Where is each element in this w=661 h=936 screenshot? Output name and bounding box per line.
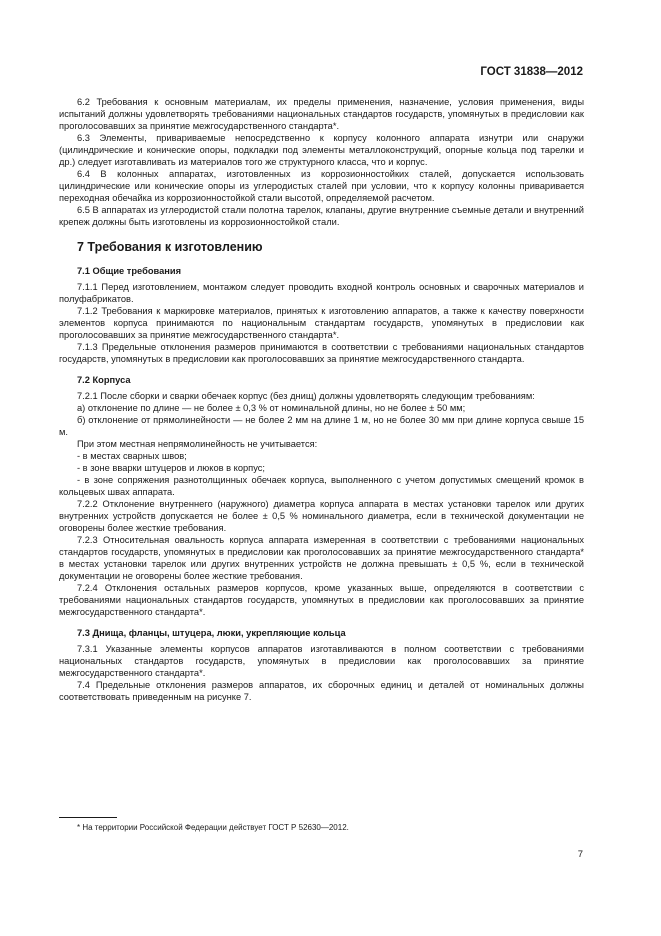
list-item-dash-2: - в зоне вварки штуцеров и люков в корпус; [77, 463, 265, 473]
list-item-dash-3: - в зоне сопряжения разнотолщинных обечаек корпуса, выполненного с учетом допустимых смещений кромок в кольцевых швах аппарата. [59, 475, 584, 497]
list-item-dash-1: - в местах сварных швов; [77, 451, 187, 461]
paragraph-7-1-3: 7.1.3 Предельные отклонения размеров принимаются в соответствии с требованиями национальных стандартов государств, упомянутых в предисловии как проголосовавших за принятие межгосударственного стандарта. [59, 342, 584, 364]
paragraph-6-5: 6.5 В аппаратах из углеродистой стали полотна тарелок, клапаны, другие внутренние съемные детали и внутренний крепеж должны быть изготовлены из коррозионностойкой стали. [59, 205, 584, 227]
footnote: * На территории Российской Федерации действует ГОСТ Р 52630—2012. [77, 823, 349, 832]
paragraph-7-2-2: 7.2.2 Отклонение внутреннего (наружного) диаметра корпуса аппарата в местах установки тарелок или других внутренних устройств допускается не более ± 0,5 % номинального диаметра, если в технической документации не оговорены более жесткие требования. [59, 499, 584, 533]
page-number: 7 [577, 849, 583, 860]
subsection-7-2-heading: 7.2 Корпуса [77, 375, 131, 385]
paragraph-6-3: 6.3 Элементы, привариваемые непосредственно к корпусу колонного аппарата изнутри или снаружи (цилиндрические и конические опоры, подкладки под элементы металлоконструкций, опорные кольца под тарелки и др.) следует изготавливать из материалов того же структурного класса, что и корпус. [59, 133, 584, 167]
paragraph-7-2-3: 7.2.3 Относительная овальность корпуса аппарата измеренная в соответствии с требованиями национальных стандартов государств, упомянутых в предисловии как проголосовавших за принятие межгосударственного стандарта* в местах установки тарелок или других внутренних устройств не должна превышать ± 0,5 %, если в технической документации не оговорены более жесткие требования. [59, 535, 584, 581]
footnote-divider [59, 817, 117, 818]
paragraph-6-2: 6.2 Требования к основным материалам, их пределы применения, назначение, условия применения, виды испытаний должны удовлетворять требованиями национальных стандартов государств, упомянутых в предисловии как проголосовавших за принятие межгосударственного стандарта*. [59, 97, 584, 131]
paragraph-7-2-1: 7.2.1 После сборки и сварки обечаек корпус (без днищ) должны удовлетворять следующим требованиям: [77, 391, 535, 401]
paragraph-7-4: 7.4 Предельные отклонения размеров аппаратов, их сборочных единиц и деталей от номинальных должны соответствовать приведенным на рисунке 7. [59, 680, 584, 702]
document-body [59, 96, 584, 703]
paragraph-7-1-1: 7.1.1 Перед изготовлением, монтажом следует проводить входной контроль основных и сварочных материалов и полуфабрикатов. [59, 282, 584, 304]
subsection-7-1-heading: 7.1 Общие требования [77, 266, 182, 276]
paragraph-6-4: 6.4 В колонных аппаратах, изготовленных из коррозионностойких сталей, допускается использовать цилиндрические или конические опоры из углеродистых сталей при условии, что к корпусу колонны приваривается переходная обечайка из коррозионностойкой стали высотой, определяемой расчетом. [59, 169, 584, 203]
section-7-heading: 7 Требования к изготовлению [77, 240, 263, 254]
document-header: ГОСТ 31838—2012 [480, 66, 583, 78]
list-item-b: б) отклонение от прямолинейности — не более 2 мм на длине 1 м, но не более 30 мм при длине корпуса свыше 15 м. [59, 415, 584, 437]
subsection-7-3-heading: 7.3 Днища, фланцы, штуцера, люки, укрепляющие кольца [77, 628, 346, 638]
paragraph-7-1-2: 7.1.2 Требования к маркировке материалов, принятых к изготовлению аппаратов, а также к качеству поверхности элементов корпуса принимаются по национальным стандартам государств, упомянутых в предисловии как проголосовавших за принятие межгосударственного стандарта*. [59, 306, 584, 340]
paragraph-7-3-1: 7.3.1 Указанные элементы корпусов аппаратов изготавливаются в полном соответствии с требованиями национальных стандартов государств, упомянутых в предисловии как проголосовавших за принятие межгосударственного стандарта*. [59, 644, 584, 678]
paragraph-7-2-4: 7.2.4 Отклонения остальных размеров корпусов, кроме указанных выше, определяются в соответствии с требованиями национальных стандартов государств, упомянутых в предисловии как проголосовавших за принятие межгосударственного стандарта*. [59, 583, 584, 617]
list-item-a: а) отклонение по длине — не более ± 0,3 % от номинальной длины, но не более ± 50 мм; [77, 403, 466, 413]
paragraph-local-nonstraightness: При этом местная непрямолинейность не учитывается: [77, 439, 318, 449]
